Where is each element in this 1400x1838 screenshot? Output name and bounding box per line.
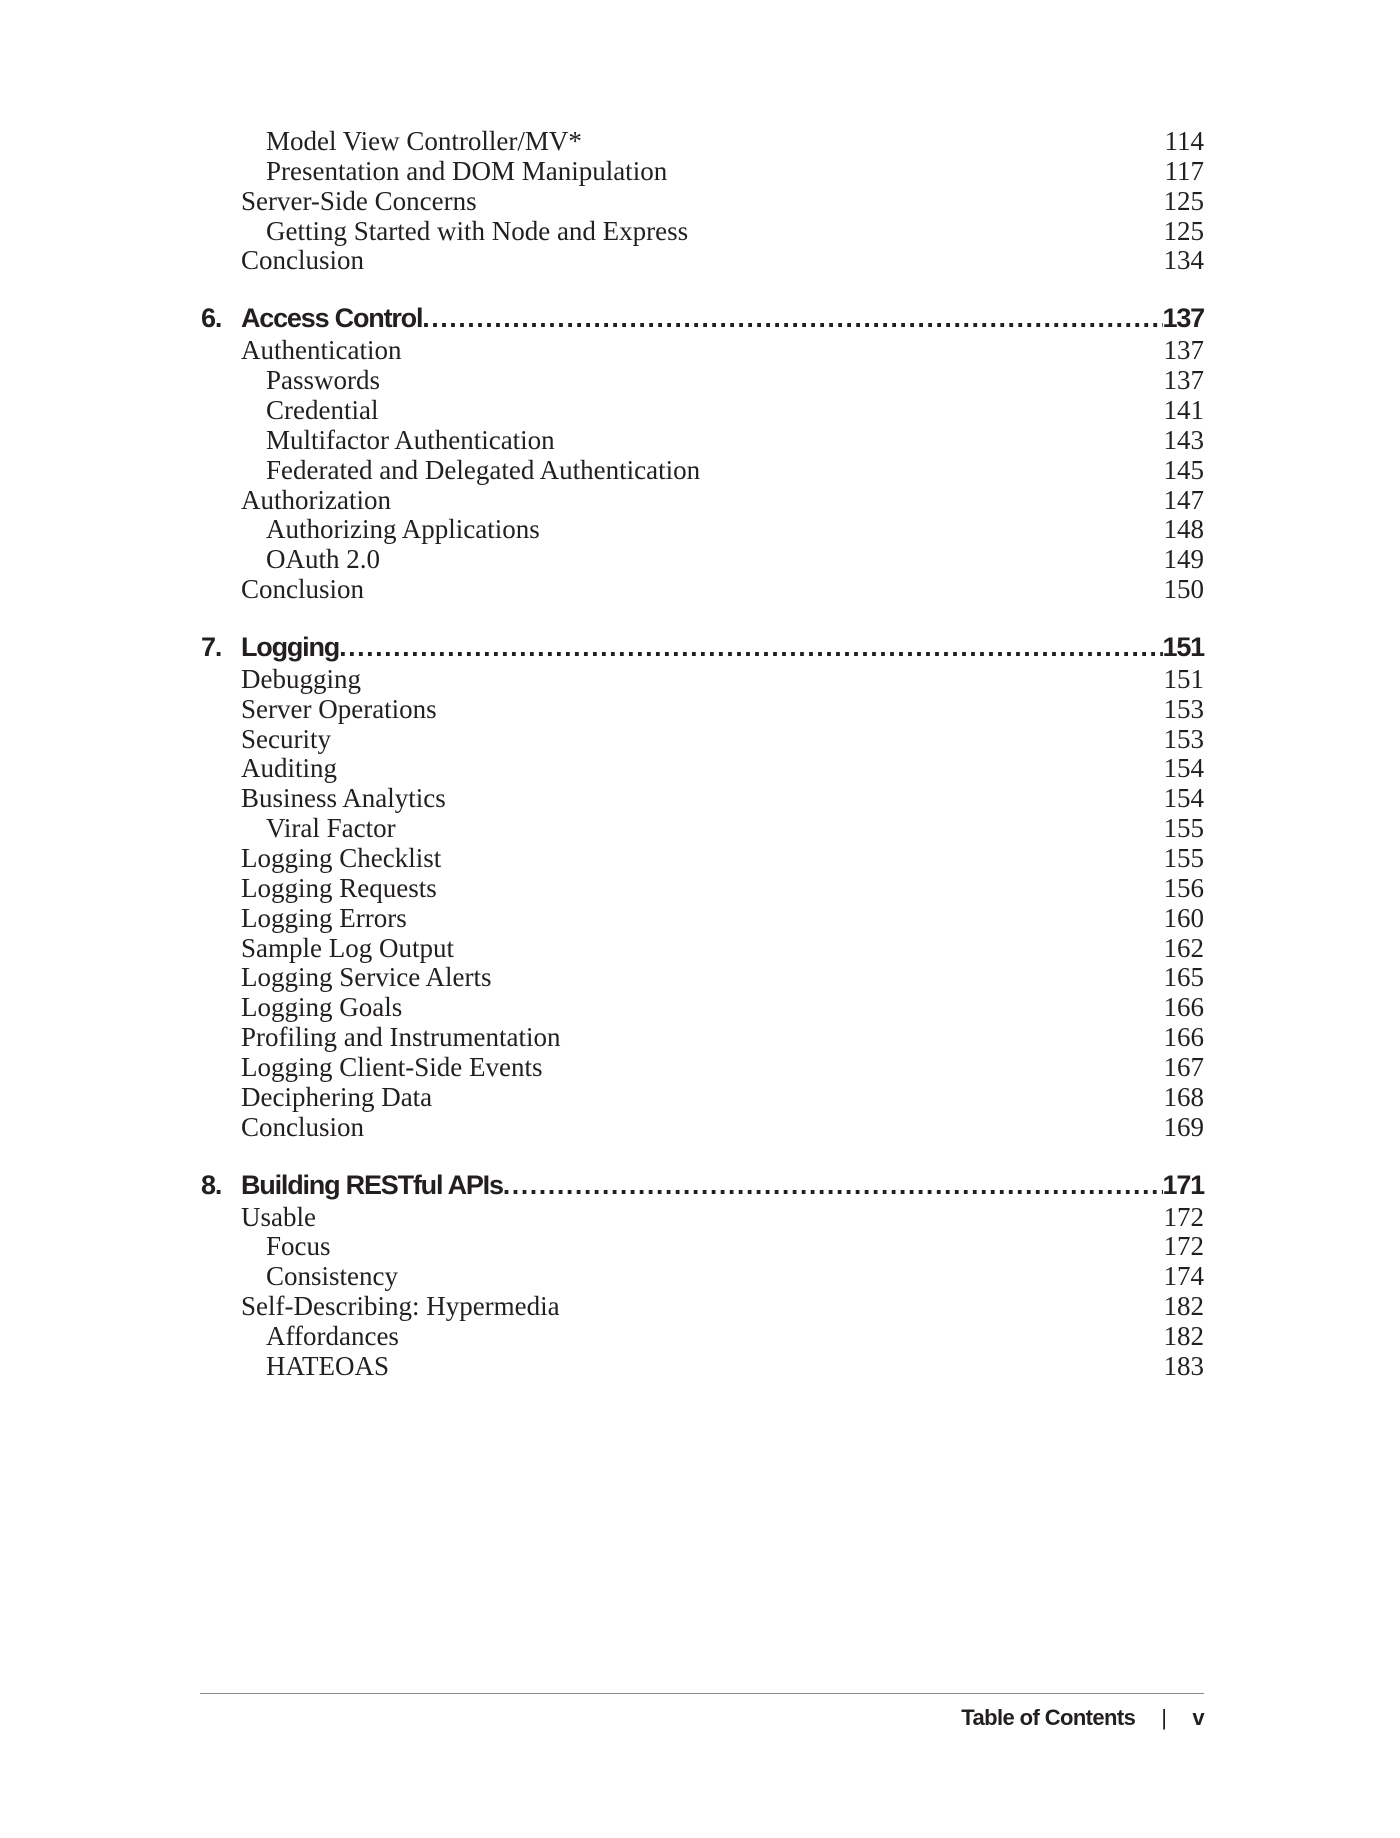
entry-title: Presentation and DOM Manipulation [266,156,668,186]
toc-subsection-entry [0,1229,1400,1263]
entry-page-number: 160 [1163,903,1204,933]
toc-subsection-entry [0,363,1400,397]
toc-subsection-entry [0,542,1400,576]
chapter-page-number: 137 [1162,303,1204,334]
entry-page-number: 166 [1163,1022,1204,1052]
footer-separator: | [1161,1705,1167,1730]
page-footer [961,1700,1204,1736]
toc-section-entry [0,1110,1400,1144]
entry-page-number: 162 [1163,933,1204,963]
toc-section-entry [0,751,1400,785]
entry-title: Logging Service Alerts [241,962,492,992]
footer-page-number: v [1192,1705,1204,1730]
entry-title: Logging Checklist [241,843,442,873]
entry-title: Getting Started with Node and Express [266,216,689,246]
entry-title: Server Operations [241,694,437,724]
entry-title: Server-Side Concerns [241,186,477,216]
chapter-title: Building RESTful APIs [241,1169,503,1200]
toc-section-entry [0,871,1400,905]
toc-subsection-entry [0,423,1400,457]
entry-title: Debugging [241,664,361,694]
toc-section-entry [0,901,1400,935]
entry-title: Credential [266,395,379,425]
toc-subsection-entry [0,811,1400,845]
entry-title: Passwords [266,365,381,395]
entry-title: Federated and Delegated Authentication [266,455,701,485]
entry-title: Logging Errors [241,903,407,933]
entry-page-number: 145 [1163,455,1204,485]
entry-title: Business Analytics [241,783,446,813]
entry-page-number: 143 [1163,425,1204,455]
entry-page-number: 125 [1163,186,1204,216]
chapter-heading [0,629,1400,665]
entry-page-number: 153 [1163,694,1204,724]
chapter-page-number: 151 [1162,631,1204,662]
entry-title: Profiling and Instrumentation [241,1022,561,1052]
entry-title: Consistency [266,1261,398,1291]
toc-section-entry [0,841,1400,875]
chapter-page-number: 171 [1162,1169,1204,1200]
toc-section-entry [0,692,1400,726]
entry-page-number: 149 [1163,544,1204,574]
entry-page-number: 125 [1163,216,1204,246]
chapter-title: Access Control [241,303,423,334]
entry-page-number: 165 [1163,962,1204,992]
entry-page-number: 182 [1163,1321,1204,1351]
toc-section-entry [0,333,1400,367]
chapter-title-line [241,300,1163,336]
entry-title: Authentication [241,335,402,365]
toc-section-entry [0,1289,1400,1323]
entry-page-number: 169 [1163,1112,1204,1142]
entry-title: Conclusion [241,245,365,275]
entry-title: Conclusion [241,1112,365,1142]
entry-page-number: 155 [1163,813,1204,843]
toc-section-entry [0,184,1400,218]
entry-title: HATEOAS [266,1351,390,1381]
entry-page-number: 174 [1163,1261,1204,1291]
entry-page-number: 172 [1163,1202,1204,1232]
entry-title: Deciphering Data [241,1082,433,1112]
entry-page-number: 183 [1163,1351,1204,1381]
entry-page-number: 147 [1163,485,1204,515]
toc-section-entry [0,960,1400,994]
chapter-title-line [241,1167,1163,1203]
entry-page-number: 134 [1163,245,1204,275]
entry-page-number: 137 [1163,335,1204,365]
chapter-heading [0,1167,1400,1203]
toc-section-entry [0,1020,1400,1054]
entry-page-number: 117 [1164,156,1204,186]
entry-title: Authorizing Applications [266,514,540,544]
toc-section-entry [0,243,1400,277]
chapter-title-line [241,629,1163,665]
chapter-heading [0,300,1400,336]
toc-subsection-entry [0,124,1400,158]
dot-leader [339,629,1163,665]
entry-title: Security [241,724,331,754]
toc-section-entry [0,1080,1400,1114]
entry-page-number: 141 [1163,395,1204,425]
entry-page-number: 172 [1163,1231,1204,1261]
footer-label: Table of Contents [961,1705,1136,1730]
entry-title: Auditing [241,753,338,783]
toc-section-entry [0,781,1400,815]
entry-title: Focus [266,1231,331,1261]
chapter-number: 8. [201,1169,222,1200]
entry-page-number: 156 [1163,873,1204,903]
toc-subsection-entry [0,1349,1400,1383]
chapter-number: 7. [201,631,222,662]
toc-subsection-entry [0,1259,1400,1293]
entry-title: Logging Goals [241,992,403,1022]
entry-page-number: 148 [1163,514,1204,544]
toc-subsection-entry [0,154,1400,188]
entry-page-number: 151 [1163,664,1204,694]
entry-title: Affordances [266,1321,399,1351]
entry-title: Authorization [241,485,391,515]
entry-page-number: 150 [1163,574,1204,604]
dot-leader [503,1167,1163,1203]
entry-page-number: 182 [1163,1291,1204,1321]
entry-title: Conclusion [241,574,365,604]
entry-page-number: 166 [1163,992,1204,1022]
toc-subsection-entry [0,453,1400,487]
entry-page-number: 114 [1164,126,1204,156]
toc-section-entry [0,662,1400,696]
toc-subsection-entry [0,393,1400,427]
entry-page-number: 137 [1163,365,1204,395]
entry-page-number: 167 [1163,1052,1204,1082]
entry-title: Viral Factor [266,813,396,843]
entry-page-number: 154 [1163,783,1204,813]
chapter-number: 6. [201,303,222,334]
dot-leader [422,300,1163,336]
entry-title: Logging Client-Side Events [241,1052,543,1082]
entry-title: Usable [241,1202,316,1232]
entry-title: Multifactor Authentication [266,425,555,455]
toc-subsection-entry [0,512,1400,546]
entry-title: Model View Controller/MV* [266,126,582,156]
toc-subsection-entry [0,1319,1400,1353]
entry-page-number: 155 [1163,843,1204,873]
entry-page-number: 153 [1163,724,1204,754]
toc-section-entry [0,1050,1400,1084]
entry-title: OAuth 2.0 [266,544,380,574]
entry-title: Logging Requests [241,873,437,903]
toc-section-entry [0,572,1400,606]
entry-title: Self-Describing: Hypermedia [241,1291,560,1321]
entry-page-number: 154 [1163,753,1204,783]
entry-title: Sample Log Output [241,933,454,963]
chapter-title: Logging [241,631,340,662]
toc-section-entry [0,990,1400,1024]
footer-rule [200,1693,1204,1694]
entry-page-number: 168 [1163,1082,1204,1112]
